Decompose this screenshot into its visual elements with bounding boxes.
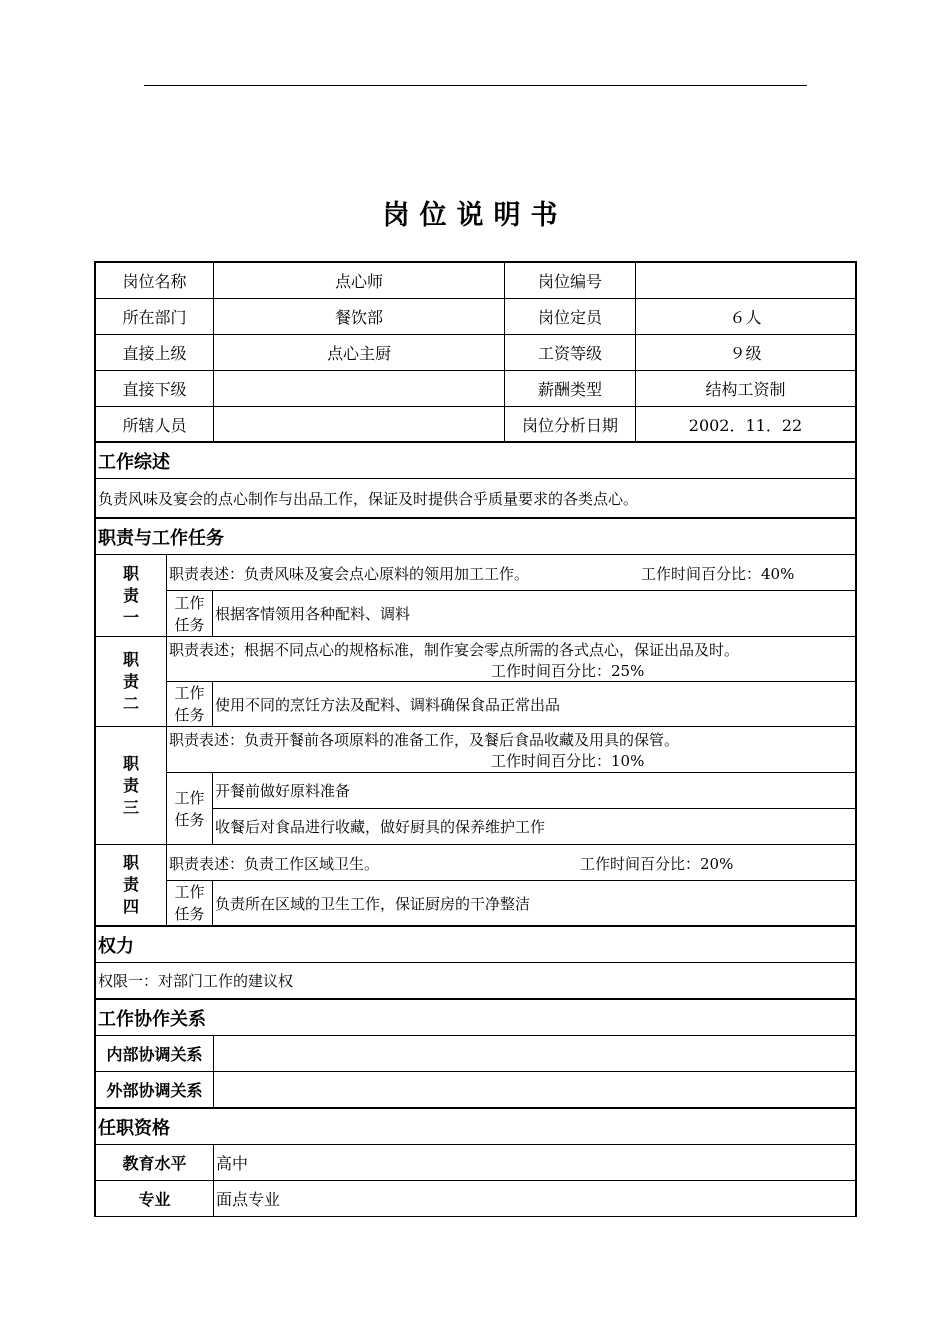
section-heading-duties: 职责与工作任务 [96, 519, 855, 555]
task-label: 工作 任务 [167, 591, 213, 636]
duty-label: 职 责 二 [122, 649, 139, 713]
info-value: ６人 [635, 299, 855, 334]
duty-description: 职责表述：负责工作区域卫生。 工作时间百分比：20% [167, 845, 855, 881]
duty-block [96, 555, 855, 637]
duty-percent: 工作时间百分比：40% [641, 565, 795, 583]
info-label: 岗位编号 [504, 263, 635, 298]
duty-percent: 工作时间百分比：25% [491, 662, 645, 680]
info-row [96, 407, 855, 443]
info-label: 岗位定员 [504, 299, 635, 334]
info-value [213, 371, 504, 406]
relation-row [96, 1036, 855, 1072]
task-item: 使用不同的烹饪方法及配料、调料确保食品正常出品 [215, 695, 561, 714]
info-row [96, 335, 855, 371]
info-label: 所在部门 [122, 308, 187, 327]
section-heading-summary: 工作综述 [96, 443, 855, 479]
task-label: 工作 任务 [167, 682, 213, 726]
info-value [635, 263, 855, 298]
internal-relation-value [213, 1036, 855, 1071]
info-label: 直接下级 [122, 380, 187, 399]
task-label: 工作 任务 [167, 773, 213, 844]
duty-label: 职 责 四 [122, 853, 139, 916]
duty-label: 职 责 三 [122, 753, 139, 817]
info-label: 薪酬类型 [504, 371, 635, 406]
education-label: 教育水平 [122, 1154, 187, 1173]
duty-block [96, 727, 855, 845]
duty-label: 职 责 一 [122, 563, 139, 627]
info-label: 所辖人员 [122, 415, 187, 435]
major-value: 面点专业 [213, 1181, 855, 1216]
info-value: 餐饮部 [213, 299, 504, 334]
info-value: 结构工资制 [635, 371, 855, 406]
task-item: 开餐前做好原料准备 [213, 773, 855, 809]
info-value: ９级 [635, 335, 855, 370]
section-heading-qualification: 任职资格 [96, 1109, 855, 1145]
duty-description: 职责表述；根据不同点心的规格标准，制作宴会零点所需的各式点心，保证出品及时。 工作时间百分比：25% [167, 637, 855, 682]
info-value: 点心师 [213, 263, 504, 298]
relation-row [96, 1072, 855, 1109]
info-value: 点心主厨 [213, 335, 504, 370]
info-label: 工资等级 [504, 335, 635, 370]
education-value: 高中 [213, 1145, 855, 1180]
duty-percent: 工作时间百分比：10% [491, 752, 645, 770]
info-label: 岗位名称 [122, 272, 187, 291]
task-label: 工作 任务 [167, 881, 213, 925]
duty-block [96, 845, 855, 927]
duty-description: 职责表述：负责开餐前各项原料的准备工作，及餐后食品收藏及用具的保管。 工作时间百分比：10% [167, 727, 855, 773]
major-label: 专业 [138, 1190, 171, 1209]
external-relation-value [213, 1072, 855, 1107]
duty-percent: 工作时间百分比：20% [580, 855, 734, 873]
task-item: 根据客情领用各种配料、调料 [215, 605, 411, 623]
summary-text: 负责风味及宴会的点心制作与出品工作，保证及时提供合乎质量要求的各类点心。 [96, 479, 855, 519]
qualification-row [96, 1181, 855, 1217]
section-heading-power: 权力 [96, 927, 855, 963]
info-table [94, 261, 857, 1217]
section-heading-relations: 工作协作关系 [96, 1000, 855, 1036]
external-relation-label: 外部协调关系 [106, 1081, 203, 1100]
power-text: 权限一：对部门工作的建议权 [96, 963, 855, 1000]
header-rule [144, 85, 807, 86]
task-item: 负责所在区域的卫生工作，保证厨房的干净整洁 [215, 894, 531, 913]
info-label: 岗位分析日期 [504, 407, 635, 441]
page-title: 岗位说明书 [382, 200, 568, 231]
info-row [96, 371, 855, 407]
task-item: 收餐后对食品进行收藏，做好厨具的保养维护工作 [215, 818, 546, 836]
internal-relation-label: 内部协调关系 [106, 1045, 203, 1064]
qualification-row [96, 1145, 855, 1181]
info-label: 直接上级 [122, 344, 187, 363]
info-row [96, 299, 855, 335]
info-value: 2002．11．22 [635, 407, 855, 441]
duty-description: 职责表述：负责风味及宴会点心原料的领用加工工作。 工作时间百分比：40% [167, 555, 855, 591]
info-value [213, 407, 504, 441]
duty-block [96, 637, 855, 727]
info-row [96, 263, 855, 299]
